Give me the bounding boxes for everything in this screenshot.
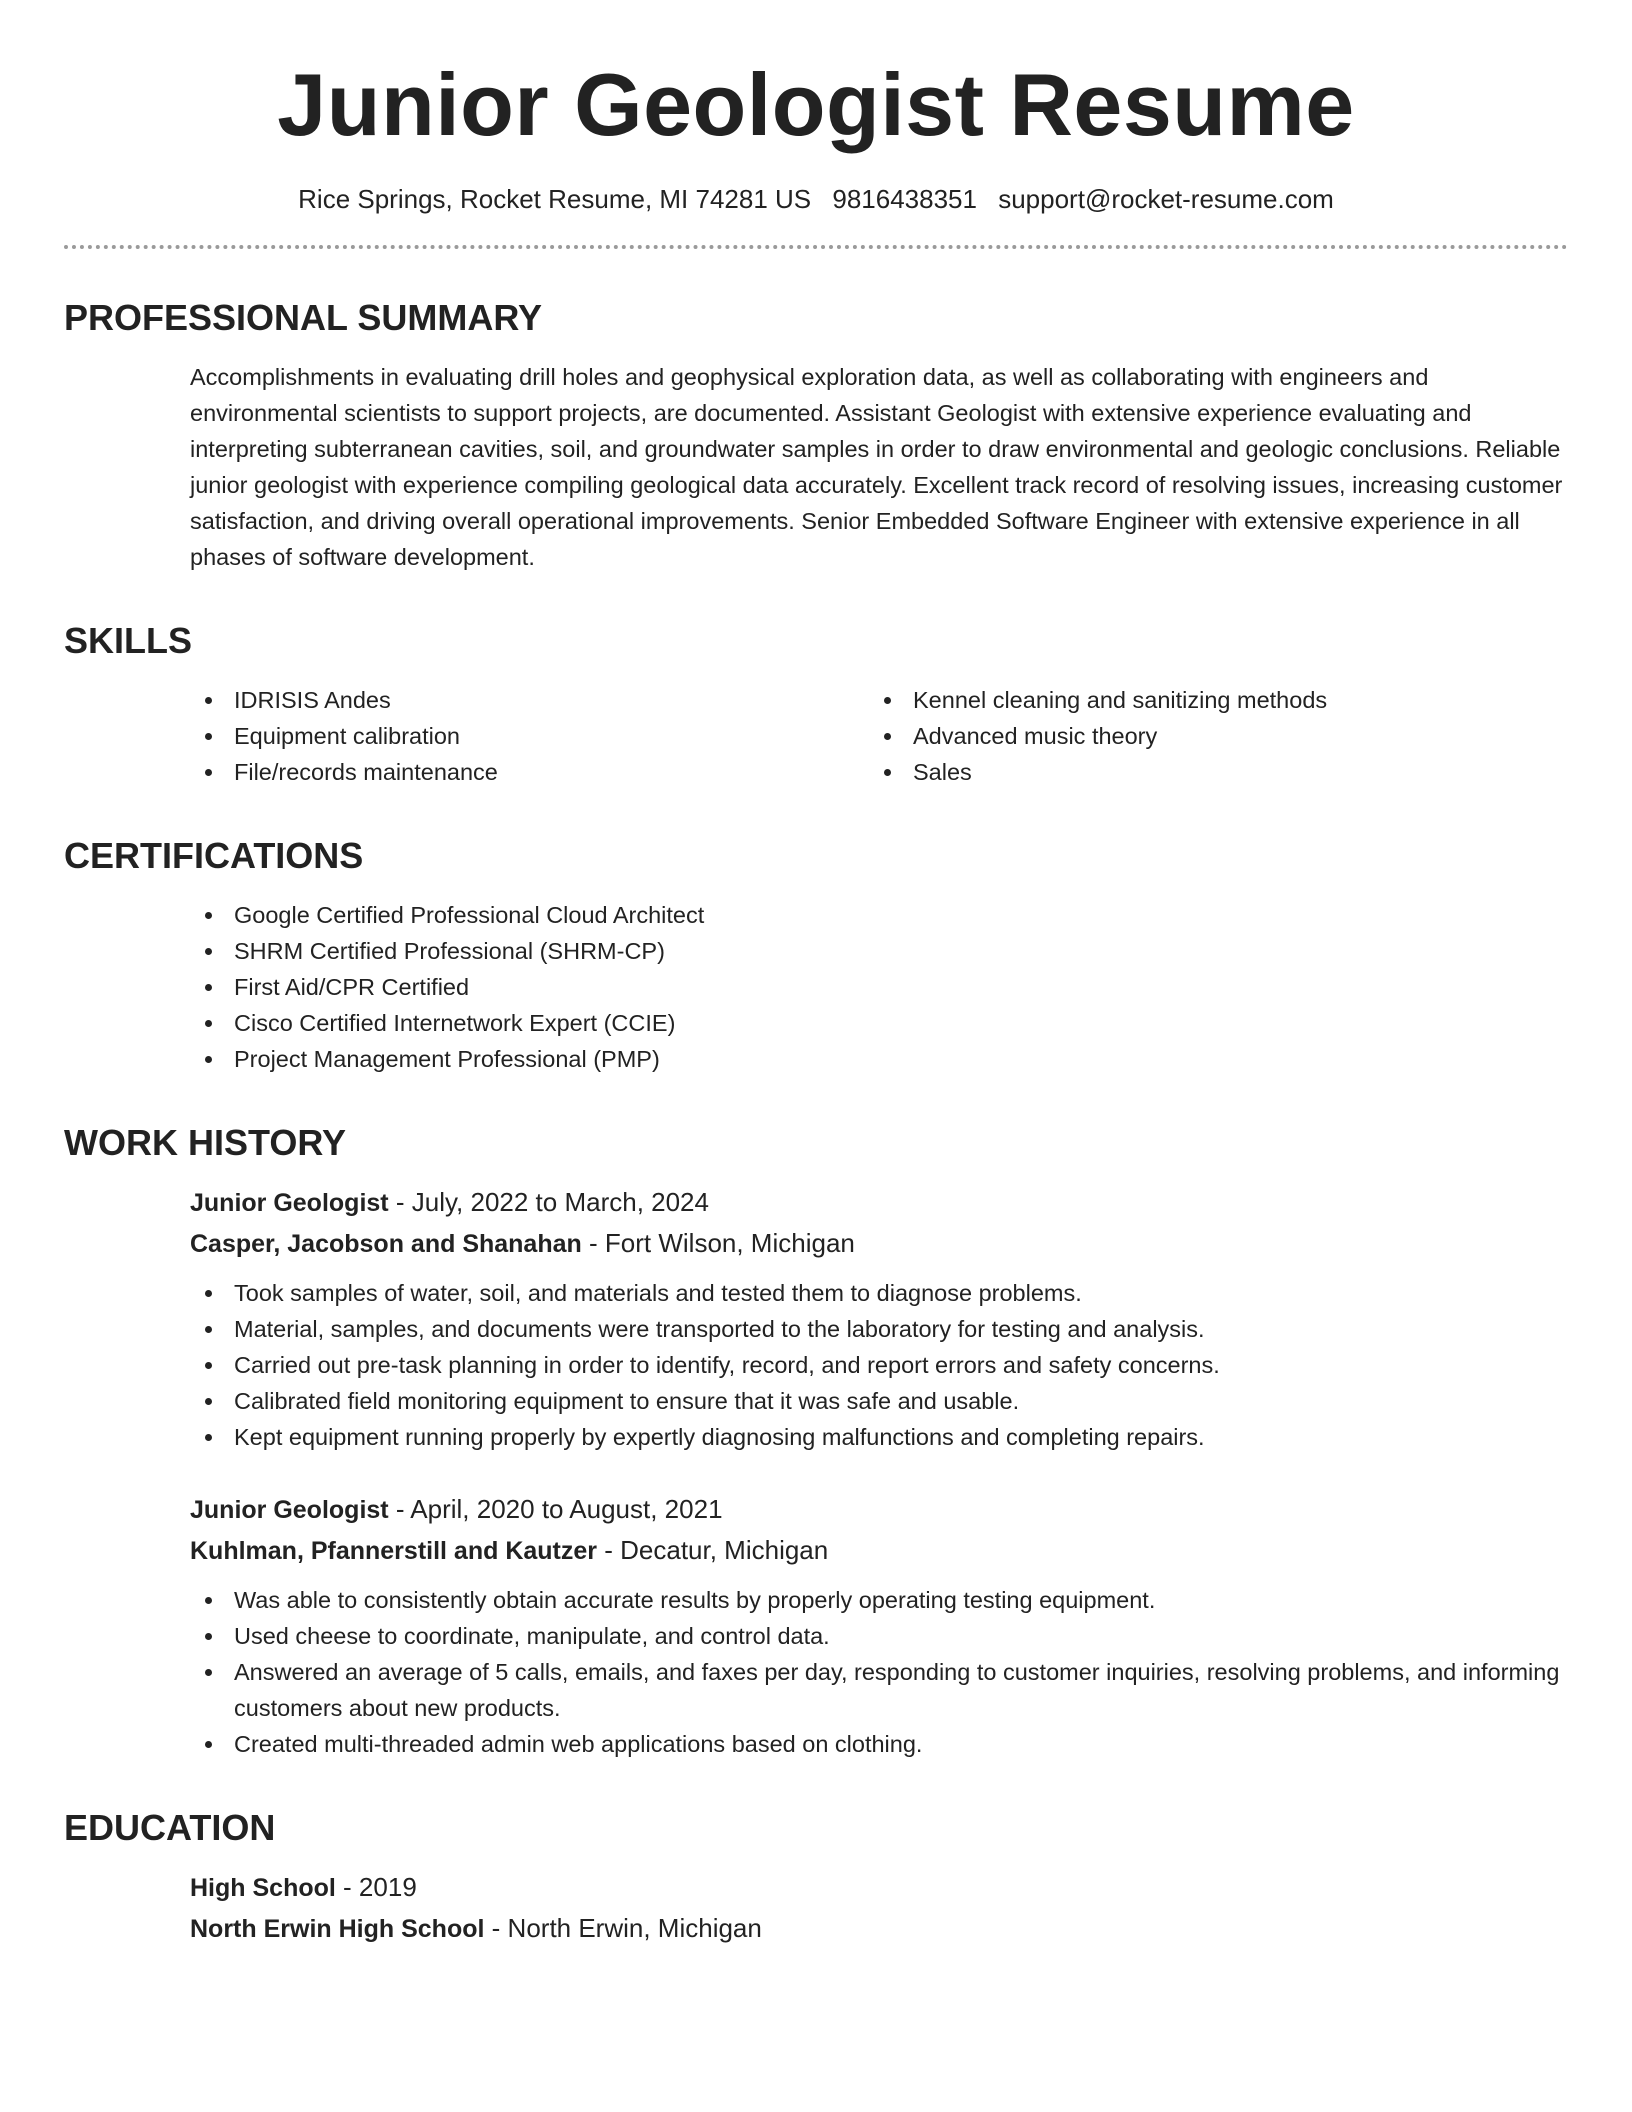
header-divider: [64, 245, 1568, 249]
contact-info: [64, 183, 1568, 215]
contact-phone: 9816438351: [832, 184, 977, 214]
skill-item: Equipment calibration: [190, 718, 869, 754]
job-duty: Created multi-threaded admin web applications based on clothing.: [190, 1726, 1568, 1762]
skills-column-left: [190, 682, 869, 790]
job-entry: [190, 1489, 1568, 1762]
certification-item: SHRM Certified Professional (SHRM-CP): [190, 933, 1568, 969]
job-duties: [190, 1275, 1568, 1455]
work-history-heading: WORK HISTORY: [64, 1122, 347, 1163]
education-school-line: [190, 1908, 1568, 1949]
skill-item: IDRISIS Andes: [190, 682, 869, 718]
job-duty: Carried out pre-task planning in order to identify, record, and report errors and safety concerns.: [190, 1347, 1568, 1383]
skill-item: File/records maintenance: [190, 754, 869, 790]
certification-item: Google Certified Professional Cloud Architect: [190, 897, 1568, 933]
job-duty: Took samples of water, soil, and materials and tested them to diagnose problems.: [190, 1275, 1568, 1311]
job-role: Junior Geologist: [190, 1189, 389, 1217]
resume-title: Junior Geologist Resume: [277, 55, 1355, 154]
education-heading: EDUCATION: [64, 1807, 276, 1848]
education-location: - North Erwin, Michigan: [484, 1913, 762, 1943]
education-year: - 2019: [335, 1872, 417, 1902]
skills-list: [190, 682, 1568, 790]
contact-address: Rice Springs, Rocket Resume, MI 74281 US: [298, 184, 812, 214]
job-company: Casper, Jacobson and Shanahan: [190, 1230, 582, 1258]
certifications-heading: CERTIFICATIONS: [64, 835, 364, 876]
job-company-line: [190, 1223, 1568, 1264]
summary-heading: PROFESSIONAL SUMMARY: [64, 297, 543, 338]
education-degree-line: [190, 1867, 1568, 1908]
contact-email: support@rocket-resume.com: [998, 184, 1334, 214]
job-location: - Fort Wilson, Michigan: [581, 1228, 855, 1258]
job-dates: - July, 2022 to March, 2024: [388, 1187, 709, 1217]
skills-column-right: [869, 682, 1568, 790]
job-title-line: [190, 1182, 1568, 1223]
job-dates: - April, 2020 to August, 2021: [388, 1494, 723, 1524]
skill-item: Kennel cleaning and sanitizing methods: [869, 682, 1568, 718]
certifications-list: [190, 897, 1568, 1077]
certification-item: Cisco Certified Internetwork Expert (CCIE): [190, 1005, 1568, 1041]
job-duty: Kept equipment running properly by expertly diagnosing malfunctions and completing repairs.: [190, 1419, 1568, 1455]
skill-item: Sales: [869, 754, 1568, 790]
job-duty: Answered an average of 5 calls, emails, and faxes per day, responding to customer inquiries, resolving problems, and informing customers about new products.: [190, 1654, 1568, 1726]
job-company: Kuhlman, Pfannerstill and Kautzer: [190, 1537, 598, 1565]
job-duties: [190, 1582, 1568, 1762]
education-degree: High School: [190, 1874, 336, 1902]
job-role: Junior Geologist: [190, 1496, 389, 1524]
job-title-line: [190, 1489, 1568, 1530]
job-duty: Calibrated field monitoring equipment to ensure that it was safe and usable.: [190, 1383, 1568, 1419]
certification-item: Project Management Professional (PMP): [190, 1041, 1568, 1077]
education-entry: [190, 1867, 1568, 1949]
education-school: North Erwin High School: [190, 1915, 485, 1943]
skill-item: Advanced music theory: [869, 718, 1568, 754]
job-entry: [190, 1182, 1568, 1455]
job-company-line: [190, 1530, 1568, 1571]
job-duty: Material, samples, and documents were transported to the laboratory for testing and analysis.: [190, 1311, 1568, 1347]
certification-item: First Aid/CPR Certified: [190, 969, 1568, 1005]
job-duty: Used cheese to coordinate, manipulate, and control data.: [190, 1618, 1568, 1654]
job-duty: Was able to consistently obtain accurate results by properly operating testing equipment.: [190, 1582, 1568, 1618]
job-location: - Decatur, Michigan: [597, 1535, 829, 1565]
skills-heading: SKILLS: [64, 620, 193, 661]
summary-text: Accomplishments in evaluating drill holes and geophysical exploration data, as well as collaborating with engineers and environmental scientists to support projects, are documented. Assistant Geologist with extensive experience evaluating and interpreting subterranean cavities, soil, and groundwater samples in order to draw environmental and geologic conclusions. Reliable junior geologist with experience compiling geological data accurately. Excellent track record of resolving issues, increasing customer satisfaction, and driving overall operational improvements. Senior Embedded Software Engineer with extensive experience in all phases of software development.: [190, 364, 1563, 570]
